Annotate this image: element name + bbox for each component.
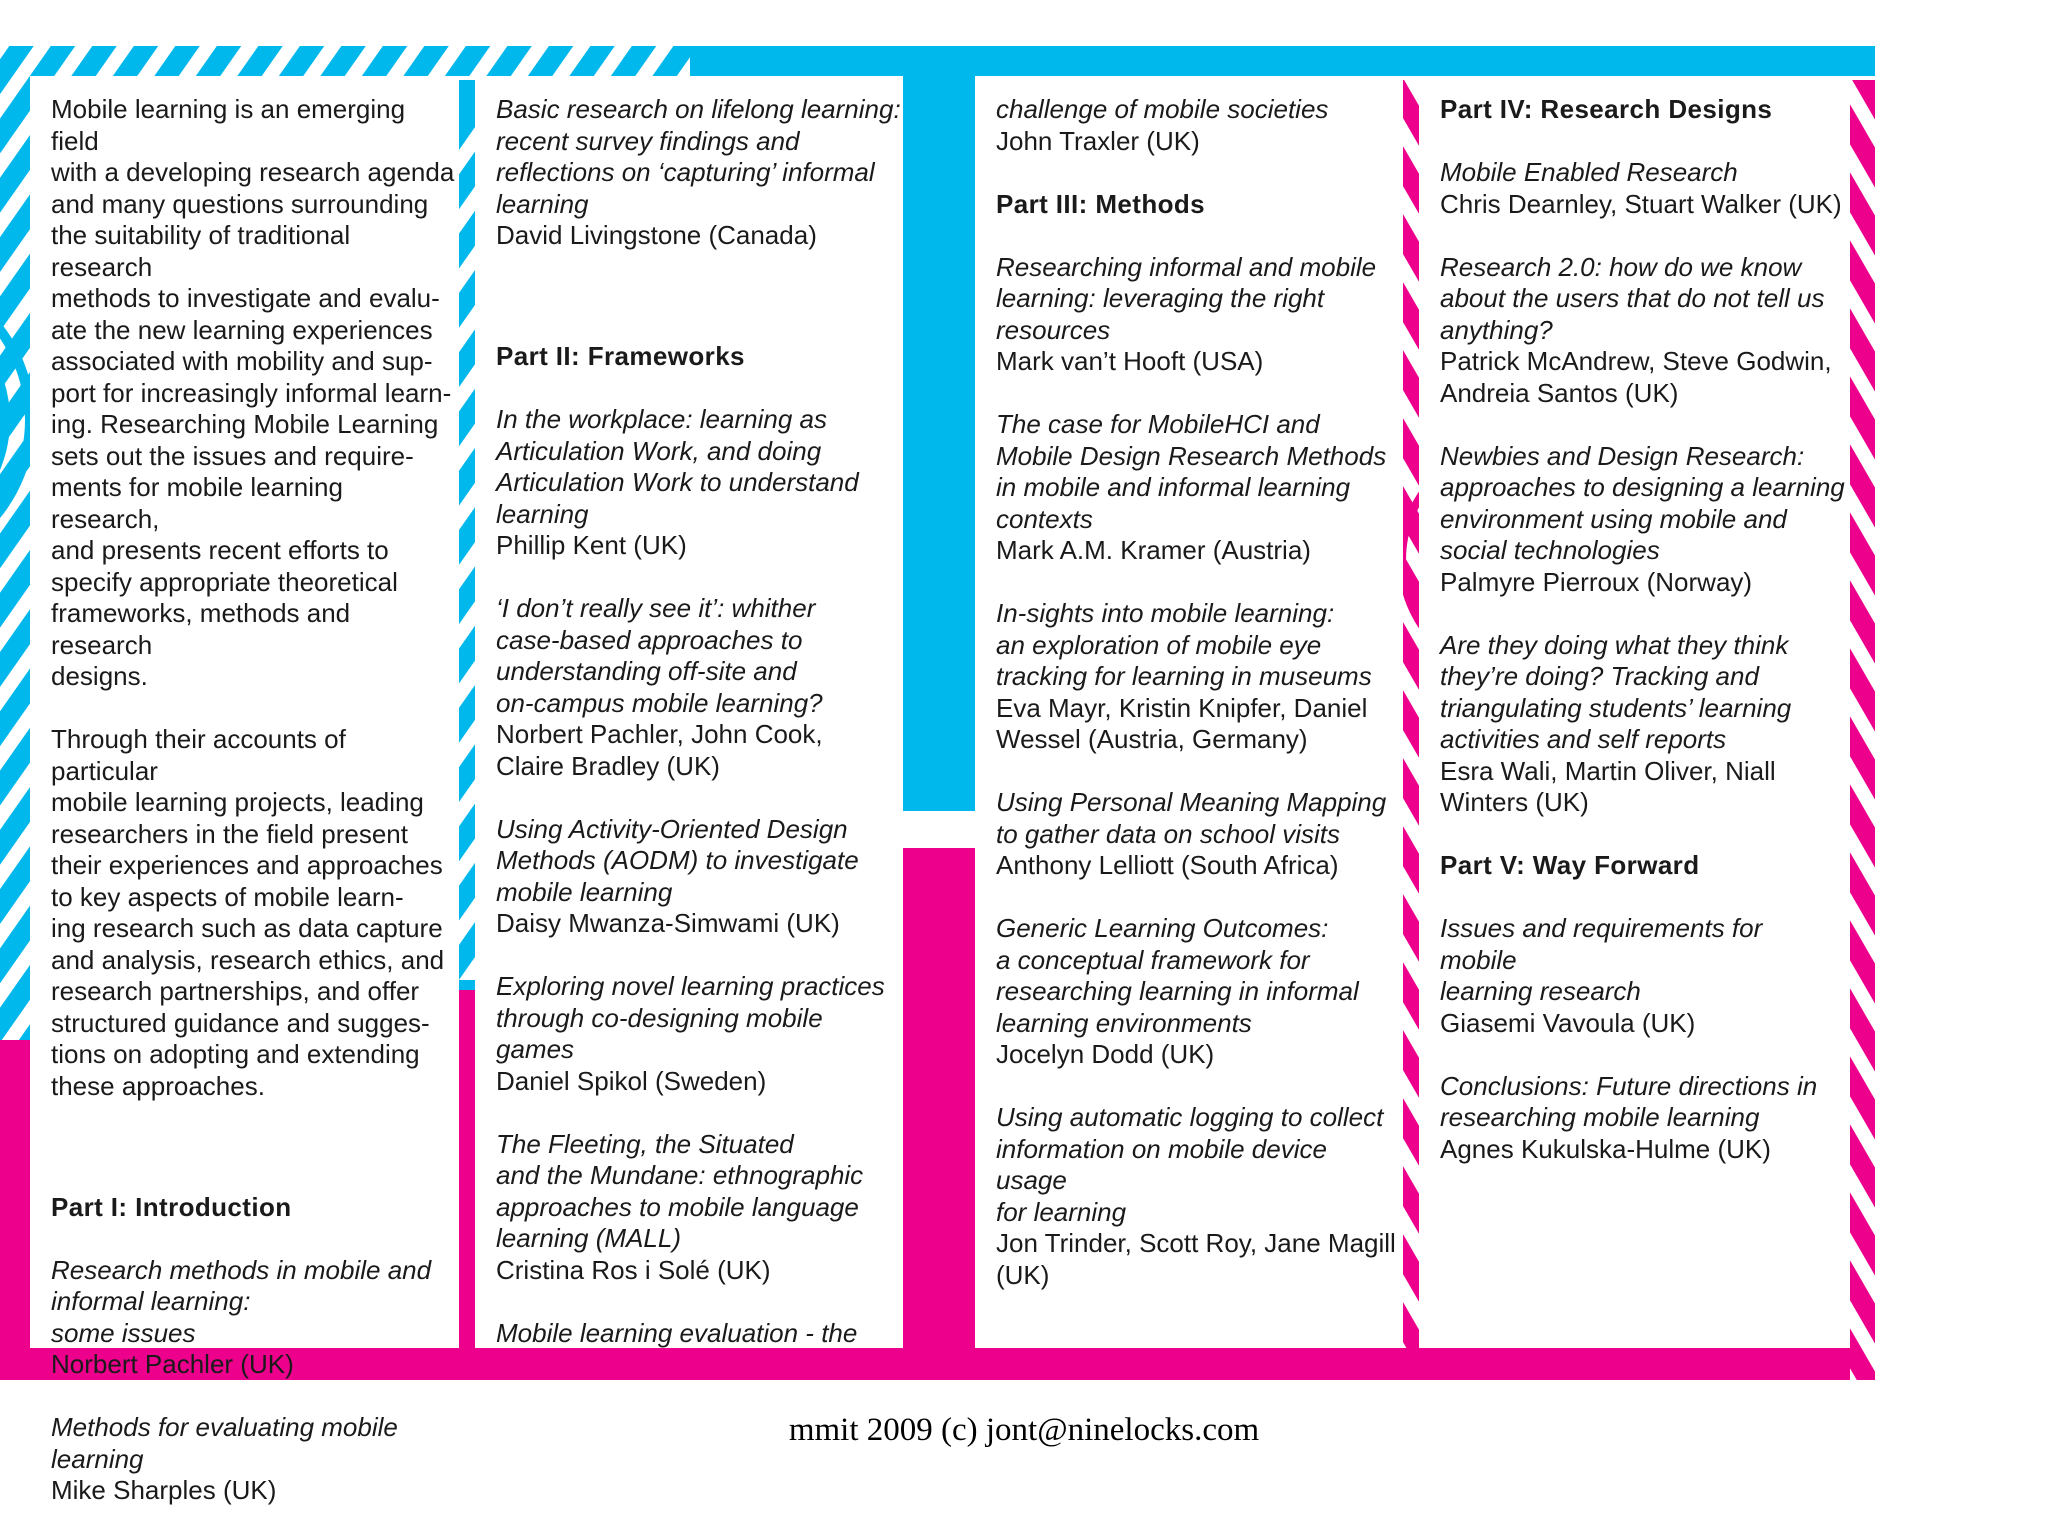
intro-paragraph-2: Through their accounts of particular mobile learning projects, leading researchers in the field present their experiences and approaches to key aspects of mobile learn- ing research such as data capture and analysis, research ethics, and research partnerships, and offer structured guidance and sugges- tions on adopting and extending these approaches. — [51, 724, 445, 1101]
toc-entry — [996, 252, 1401, 378]
toc-entry — [496, 1129, 901, 1287]
toc-entry — [496, 814, 901, 940]
toc-entry — [1440, 1071, 1845, 1166]
right-stripe-band — [1850, 80, 1875, 1380]
chapter-title: Using Activity-Oriented Design Methods (AODM) to investigate mobile learning — [496, 813, 859, 907]
chapter-author: Norbert Pachler (UK) — [51, 1349, 294, 1379]
toc-entry — [996, 913, 1401, 1071]
chapter-author: Daniel Spikol (Sweden) — [496, 1065, 767, 1096]
chapter-title: Issues and requirements for mobile learning research — [1440, 913, 1763, 1006]
chapter-title: Using Personal Meaning Mapping to gather data on school visits — [996, 787, 1387, 849]
chapter-author: Norbert Pachler, John Cook, Claire Bradley (UK) — [496, 719, 823, 781]
chapter-title: Generic Learning Outcomes: a conceptual framework for researching learning in informal learning environments — [996, 913, 1359, 1038]
toc-entry — [996, 787, 1401, 882]
chapter-title: Researching informal and mobile learning: leveraging the right resources — [996, 251, 1377, 345]
chapter-title: Research 2.0: how do we know about the users that do not tell us anything? — [1440, 251, 1825, 345]
toc-entry — [496, 971, 901, 1097]
chapter-author: Chris Dearnley, Stuart Walker (UK) — [1440, 188, 1842, 219]
chapter-author: Daisy Mwanza-Simwami (UK) — [496, 908, 840, 938]
part-1-heading: Part I: Introduction — [51, 1191, 292, 1222]
chapter-author: Mike Sharples (UK) — [51, 1475, 277, 1505]
column-1-panel — [30, 81, 458, 1505]
chapter-title: The Fleeting, the Situated and the Mundane: ethnographic approaches to mobile language learning (MALL) — [496, 1128, 864, 1253]
chapter-title: The case for MobileHCI and Mobile Design Research Methods in mobile and informal learning contexts — [996, 409, 1387, 534]
chapter-author: Agnes Kukulska-Hulme (UK) — [1440, 1133, 1771, 1164]
footer-credit: mmit 2009 (c) jont@ninelocks.com — [788, 1412, 1260, 1448]
toc-entry — [1440, 441, 1845, 599]
toc-entry — [496, 593, 901, 782]
part-3-heading: Part III: Methods — [996, 188, 1206, 219]
toc-entry — [1440, 913, 1845, 1039]
center-magenta-block — [903, 848, 975, 1348]
chapter-author: Esra Wali, Martin Oliver, Niall Winters (UK) — [1440, 755, 1776, 817]
toc-entry — [996, 94, 1401, 157]
chapter-title: Mobile Enabled Research — [1440, 157, 1738, 187]
chapter-author: Mark van’t Hooft (USA) — [996, 346, 1264, 376]
chapter-title: Exploring novel learning practices through co-designing mobile games — [496, 971, 885, 1064]
chapter-title: challenge of mobile societies — [996, 94, 1329, 124]
column-3-panel — [975, 81, 1403, 1347]
chapter-author: Eva Mayr, Kristin Knipfer, Daniel Wessel (Austria, Germany) — [996, 692, 1368, 754]
toc-entry — [996, 409, 1401, 567]
chapter-title: Basic research on lifelong learning: recent survey findings and reflections on ‘capturing’ informal learning — [496, 94, 901, 219]
column-4-panel — [1419, 81, 1847, 1347]
chapter-author: Phillip Kent (UK) — [496, 530, 687, 560]
toc-entry — [496, 404, 901, 562]
chapter-author: Jon Trinder, Scott Roy, Jane Magill (UK) — [996, 1228, 1396, 1290]
part-5-heading: Part V: Way Forward — [1440, 850, 1700, 880]
column-2-panel — [475, 81, 903, 1347]
chapter-title: In the workplace: learning as Articulation Work, and doing Articulation Work to understand learning — [496, 404, 859, 529]
chapter-author: Cristina Ros i Solé (UK) — [496, 1254, 771, 1285]
left-stripe-band — [0, 46, 30, 1046]
intro-paragraph-1: Mobile learning is an emerging field with a developing research agenda and many questions surrounding the suitability of traditional research methods to investigate and evalu- ate the new learning experiences associated with mobility and sup- port for increasingly informal learn- ing. Researching Mobile Learning sets out the issues and require- ments for mobile learning research, and presents recent efforts to specify appropriate theoretical frameworks, methods and research designs. — [51, 94, 455, 691]
chapter-author: Anthony Lelliott (South Africa) — [996, 850, 1339, 880]
chapter-author: Patrick McAndrew, Steve Godwin, Andreia Santos (UK) — [1440, 346, 1832, 408]
chapter-title: Mobile learning evaluation - the — [496, 1317, 858, 1348]
chapter-author: David Livingstone (Canada) — [496, 220, 817, 250]
chapter-author: Jocelyn Dodd (UK) — [996, 1039, 1215, 1069]
chapter-title: ‘I don’t really see it’: whither case-based approaches to understanding off-site and on-campus mobile learning? — [496, 593, 823, 718]
chapter-title: Using automatic logging to collect information on mobile device usage for learning — [996, 1102, 1384, 1227]
chapter-title: Methods for evaluating mobile learning — [51, 1412, 398, 1474]
chapter-author: Palmyre Pierroux (Norway) — [1440, 566, 1753, 597]
center-cyan-block — [903, 46, 975, 811]
toc-entry — [996, 598, 1401, 756]
toc-entry — [51, 1255, 456, 1381]
chapter-title: Conclusions: Future directions in researching mobile learning — [1440, 1070, 1818, 1132]
chapter-author: Mark A.M. Kramer (Austria) — [996, 535, 1311, 565]
chapter-title: Research methods in mobile and informal learning: some issues — [51, 1254, 432, 1348]
toc-entry — [996, 1102, 1401, 1291]
chapter-title: Newbies and Design Research: approaches to designing a learning environment using mobile and social technologies — [1440, 440, 1845, 565]
toc-entry — [496, 94, 901, 252]
part-2-heading: Part II: Frameworks — [496, 341, 745, 371]
toc-entry-continued — [496, 1318, 901, 1350]
toc-entry — [1440, 252, 1845, 410]
chapter-title: In-sights into mobile learning: an exploration of mobile eye tracking for learning in museums — [996, 598, 1372, 691]
toc-entry — [1440, 630, 1845, 819]
part-4-heading: Part IV: Research Designs — [1440, 94, 1773, 124]
chapter-author: Giasemi Vavoula (UK) — [1440, 1007, 1696, 1038]
chapter-author: John Traxler (UK) — [996, 125, 1200, 156]
toc-entry — [1440, 157, 1845, 220]
chapter-title: Are they doing what they think they’re doing? Tracking and triangulating students’ learning activities and self reports — [1440, 629, 1792, 754]
